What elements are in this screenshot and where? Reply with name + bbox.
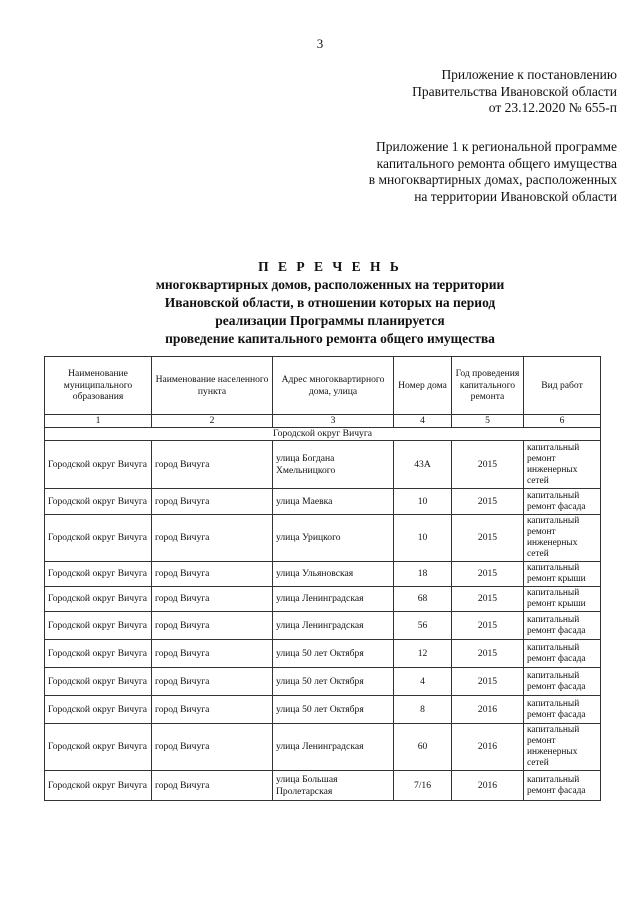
table-row [45,640,601,668]
approval-line: Правительства Ивановской области [412,83,617,99]
locality-cell: город Вичуга [152,612,273,640]
repair-year-cell: 2016 [452,696,524,724]
work-type-cell: капитальный ремонт фасада [524,612,601,640]
column-number: 2 [152,415,273,428]
municipality-cell: Городской округ Вичуга [45,724,152,771]
page-number: 3 [316,36,324,51]
repair-year-cell: 2016 [452,724,524,771]
municipality-cell: Городской округ Вичуга [45,489,152,515]
locality-cell: город Вичуга [152,724,273,771]
work-type-cell: капитальный ремонт инженерных сетей [524,441,601,489]
street-cell: улица Ленинградская [273,612,394,640]
house-number-cell: 8 [394,696,452,724]
work-type-cell: капитальный ремонт крыши [524,587,601,612]
column-number: 6 [524,415,601,428]
locality-cell: город Вичуга [152,562,273,587]
houses-table [44,356,601,801]
approval-line: от 23.12.2020 № 655-п [488,100,617,115]
annex-line: капитального ремонта общего имущества [376,155,617,171]
table-row [45,771,601,801]
house-number-cell: 10 [394,515,452,562]
program-annex-block [197,139,617,205]
title-line: Ивановской области, в отношении которых на период [164,295,496,310]
repair-year-cell: 2015 [452,515,524,562]
municipality-cell: Городской округ Вичуга [45,771,152,801]
annex-line: в многоквартирных домах, расположенных [368,172,617,187]
work-type-cell: капитальный ремонт фасада [524,489,601,515]
column-header: Наименование муниципального образования [45,357,152,415]
house-number-cell: 18 [394,562,452,587]
document-title [60,258,600,348]
approval-line: Приложение к постановлению [441,67,617,82]
street-cell: улица 50 лет Октября [273,696,394,724]
house-number-cell: 43А [394,441,452,489]
column-header: Год проведения капитального ремонта [452,357,524,415]
house-number-cell: 56 [394,612,452,640]
house-number-cell: 4 [394,668,452,696]
group-row [45,428,601,441]
municipality-cell: Городской округ Вичуга [45,696,152,724]
locality-cell: город Вичуга [152,696,273,724]
street-cell: улица 50 лет Октября [273,640,394,668]
table-row [45,441,601,489]
municipality-cell: Городской округ Вичуга [45,515,152,562]
locality-cell: город Вичуга [152,515,273,562]
column-header: Номер дома [394,357,452,415]
locality-cell: город Вичуга [152,587,273,612]
work-type-cell: капитальный ремонт инженерных сетей [524,724,601,771]
annex-line: на территории Ивановской области [414,188,617,204]
column-header: Вид работ [524,357,601,415]
locality-cell: город Вичуга [152,668,273,696]
work-type-cell: капитальный ремонт инженерных сетей [524,515,601,562]
house-number-cell: 12 [394,640,452,668]
municipality-cell: Городской округ Вичуга [45,587,152,612]
repair-year-cell: 2015 [452,441,524,489]
work-type-cell: капитальный ремонт фасада [524,668,601,696]
street-cell: улица Богдана Хмельницкого [273,441,394,489]
table-row [45,587,601,612]
group-title: Городской округ Вичуга [45,428,601,441]
repair-year-cell: 2015 [452,612,524,640]
house-number-cell: 7/16 [394,771,452,801]
municipality-cell: Городской округ Вичуга [45,562,152,587]
table-body [45,441,601,801]
annex-line: Приложение 1 к региональной программе [375,139,617,154]
street-cell: улица Ленинградская [273,724,394,771]
house-number-cell: 60 [394,724,452,771]
street-cell: улица Урицкого [273,515,394,562]
table-row [45,668,601,696]
repair-year-cell: 2015 [452,562,524,587]
table-row [45,612,601,640]
repair-year-cell: 2015 [452,668,524,696]
repair-year-cell: 2015 [452,489,524,515]
work-type-cell: капитальный ремонт фасада [524,696,601,724]
table-header-row [45,357,601,415]
column-number: 4 [394,415,452,428]
work-type-cell: капитальный ремонт фасада [524,640,601,668]
street-cell: улица Маевка [273,489,394,515]
work-type-cell: капитальный ремонт фасада [524,771,601,801]
municipality-cell: Городской округ Вичуга [45,441,152,489]
street-cell: улица 50 лет Октября [273,668,394,696]
table-row [45,515,601,562]
work-type-cell: капитальный ремонт крыши [524,562,601,587]
municipality-cell: Городской округ Вичуга [45,668,152,696]
locality-cell: город Вичуга [152,771,273,801]
column-number: 1 [45,415,152,428]
locality-cell: город Вичуга [152,640,273,668]
locality-cell: город Вичуга [152,441,273,489]
table-row [45,696,601,724]
repair-year-cell: 2015 [452,587,524,612]
column-header: Адрес многоквартирного дома, улица [273,357,394,415]
title-line: реализации Программы планируется [215,313,445,328]
column-header: Наименование населенного пункта [152,357,273,415]
house-number-cell: 10 [394,489,452,515]
repair-year-cell: 2016 [452,771,524,801]
table-row [45,724,601,771]
repair-year-cell: 2015 [452,640,524,668]
title-line: многоквартирных домов, расположенных на территории [155,277,505,292]
street-cell: улица Большая Пролетарская [273,771,394,801]
street-cell: улица Ульяновская [273,562,394,587]
house-number-cell: 68 [394,587,452,612]
approval-block [197,67,617,117]
municipality-cell: Городской округ Вичуга [45,640,152,668]
table-row [45,489,601,515]
title-line: проведение капитального ремонта общего имущества [165,331,495,346]
municipality-cell: Городской округ Вичуга [45,612,152,640]
locality-cell: город Вичуга [152,489,273,515]
title-line: П Е Р Е Ч Е Н Ь [258,259,402,274]
column-number: 5 [452,415,524,428]
street-cell: улица Ленинградская [273,587,394,612]
column-number-row [45,415,601,428]
table-row [45,562,601,587]
column-number: 3 [273,415,394,428]
